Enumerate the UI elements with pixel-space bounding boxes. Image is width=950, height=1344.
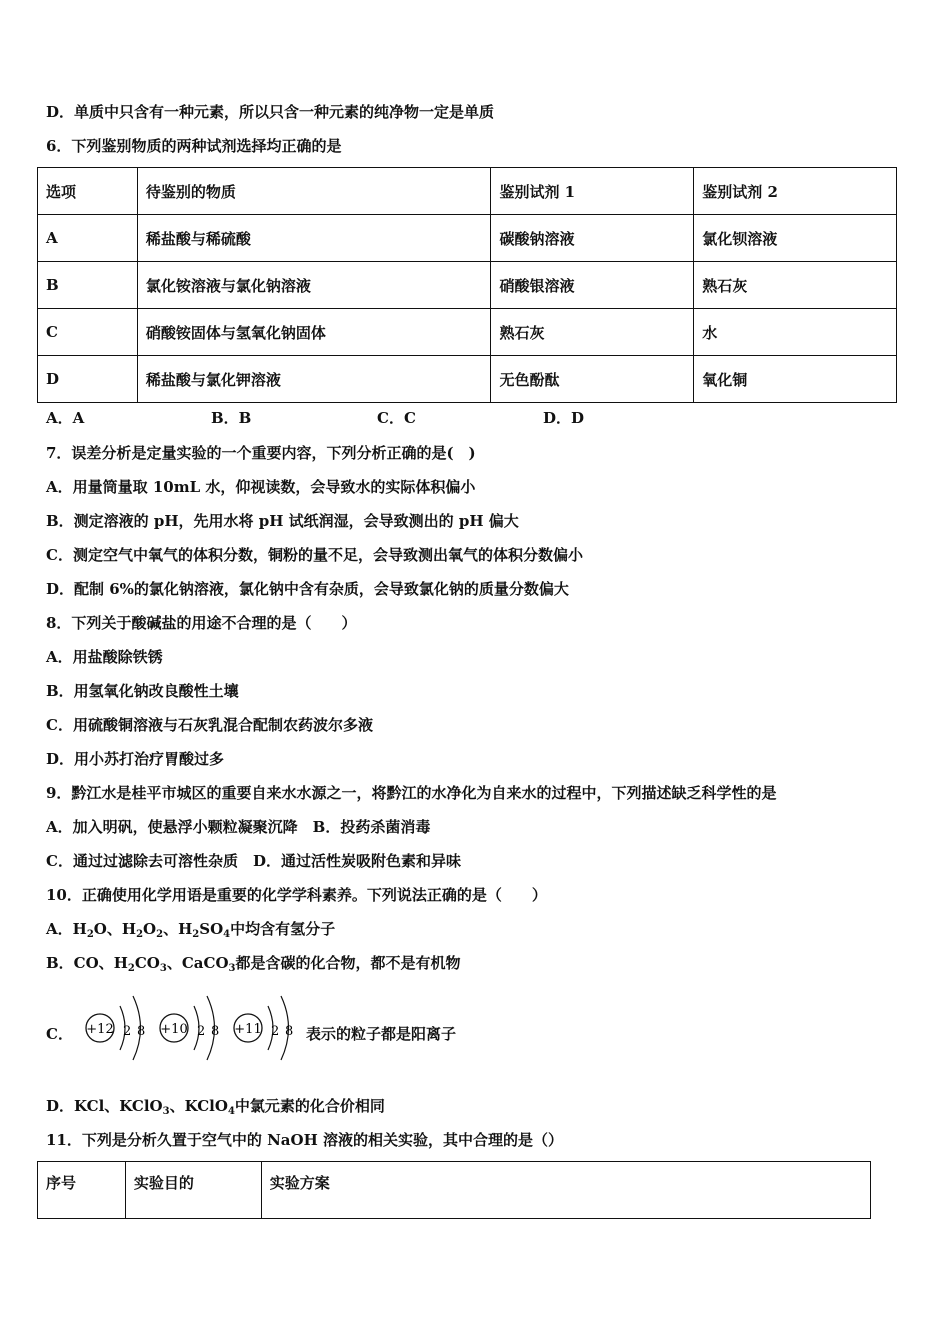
formula-kclo4: KClO$_4$ [184, 1097, 235, 1117]
q6-option-a: A．A [46, 409, 85, 427]
q8-option-a: A．用盐酸除铁锈 [46, 648, 163, 666]
table-cell: 氯化钡溶液 [694, 215, 897, 262]
table-cell: 稀盐酸与稀硫酸 [137, 215, 491, 262]
table-cell: 碳酸钠溶液 [491, 215, 694, 262]
table-cell: D [38, 356, 138, 403]
q10-option-c-text: 表示的粒子都是阳离子 [306, 1025, 457, 1043]
table-cell: 无色酚酞 [491, 356, 694, 403]
q8-stem: 8．下列关于酸碱盐的用途不合理的是（ ） [46, 614, 357, 632]
q10-option-b [46, 953, 461, 973]
atom-diagram-3 [234, 996, 293, 1060]
q6-options [46, 408, 584, 428]
nucleus-charge: +11 [234, 1022, 262, 1037]
table-cell: 硝酸铵固体与氢氧化钠固体 [137, 309, 491, 356]
option-prefix: B．CO、 [46, 954, 114, 972]
q11-table [37, 1161, 871, 1219]
table-header-row [38, 168, 897, 215]
atom-structure-diagrams [84, 992, 304, 1072]
q5-option-d: D．单质中只含有一种元素，所以只含一种元素的纯净物一定是单质 [46, 103, 495, 121]
formula-h2o2: $H_2O_2$、 [121, 920, 179, 940]
option-text: 中均含有氢分子 [230, 920, 336, 938]
q8-option-d: D．用小苏打治疗胃酸过多 [46, 750, 225, 768]
atom-diagram-1 [86, 996, 145, 1060]
q7-option-a: A．用量筒量取 10mL 水，仰视读数，会导致水的实际体积偏小 [46, 478, 476, 496]
q6-stem: 6．下列鉴别物质的两种试剂选择均正确的是 [46, 137, 342, 155]
q9-options-cd: C．通过过滤除去可溶性杂质 D．通过活性炭吸附色素和异味 [46, 852, 461, 870]
table-cell: B [38, 262, 138, 309]
table-header-row [38, 1162, 871, 1219]
q6-option-c: C．C [377, 409, 416, 427]
table-header-cell: 鉴别试剂 1 [491, 168, 694, 215]
option-text: 中氯元素的化合价相同 [234, 1097, 385, 1115]
q9-options-ab: A．加入明矾，使悬浮小颗粒凝聚沉降 B．投药杀菌消毒 [46, 818, 431, 836]
table-row [38, 309, 897, 356]
q7-stem: 7．误差分析是定量实验的一个重要内容，下列分析正确的是( ) [46, 444, 476, 462]
q10-option-a [46, 919, 335, 939]
q8-option-c: C．用硫酸铜溶液与石灰乳混合配制农药波尔多液 [46, 716, 373, 734]
q8-option-b: B．用氢氧化钠改良酸性土壤 [46, 682, 239, 700]
shell-electrons: 8 [211, 1024, 220, 1039]
q6-option-d: D．D [543, 409, 585, 427]
option-text: 都是含碳的化合物，都不是有机物 [235, 954, 461, 972]
formula-h2co3: $H_2CO_3$、 [113, 954, 182, 974]
table-header-cell: 实验方案 [261, 1162, 870, 1219]
nucleus-charge: +12 [86, 1022, 114, 1037]
shell-electrons: 2 [271, 1024, 280, 1039]
q7-option-c: C．测定空气中氧气的体积分数，铜粉的量不足，会导致测出氧气的体积分数偏小 [46, 546, 583, 564]
formula-kclo3: KClO$_3$、 [119, 1097, 185, 1117]
option-prefix: D．KCl、 [46, 1097, 120, 1115]
atom-diagram-2 [160, 996, 219, 1060]
q7-option-d: D．配制 6%的氯化钠溶液，氯化钠中含有杂质，会导致氯化钠的质量分数偏大 [46, 580, 569, 598]
table-cell: 熟石灰 [694, 262, 897, 309]
table-row [38, 215, 897, 262]
shell-electrons: 8 [285, 1024, 294, 1039]
table-cell: A [38, 215, 138, 262]
nucleus-charge: +10 [160, 1022, 188, 1037]
q10-option-d [46, 1096, 385, 1116]
q10-option-c-label: C． [46, 1025, 73, 1043]
formula-caco3: CaCO$_3$ [181, 954, 236, 974]
table-cell: 熟石灰 [491, 309, 694, 356]
table-header-cell: 序号 [38, 1162, 126, 1219]
q10-stem: 10．正确使用化学用语是重要的化学学科素养。下列说法正确的是（ ） [46, 886, 547, 904]
q6-option-b: B．B [211, 409, 252, 427]
table-header-cell: 待鉴别的物质 [137, 168, 491, 215]
formula-h2o: $H_2O$、 [72, 920, 122, 940]
table-cell: 硝酸银溶液 [491, 262, 694, 309]
table-row [38, 262, 897, 309]
table-cell: 水 [694, 309, 897, 356]
table-header-cell: 选项 [38, 168, 138, 215]
table-cell: C [38, 309, 138, 356]
table-row [38, 356, 897, 403]
shell-electrons: 8 [137, 1024, 146, 1039]
table-cell: 氧化铜 [694, 356, 897, 403]
table-cell: 稀盐酸与氯化钾溶液 [137, 356, 491, 403]
q11-stem: 11．下列是分析久置于空气中的 NaOH 溶液的相关实验，其中合理的是（） [46, 1131, 563, 1149]
q7-option-b: B．测定溶液的 pH，先用水将 pH 试纸润湿，会导致测出的 pH 偏大 [46, 512, 519, 530]
q6-table [37, 167, 897, 403]
table-cell: 氯化铵溶液与氯化钠溶液 [137, 262, 491, 309]
table-header-cell: 实验目的 [125, 1162, 261, 1219]
table-header-cell: 鉴别试剂 2 [694, 168, 897, 215]
q9-stem: 9．黔江水是桂平市城区的重要自来水水源之一，将黔江的水净化为自来水的过程中，下列描述缺乏科学性的是 [46, 784, 777, 802]
option-prefix: A． [46, 920, 73, 938]
shell-electrons: 2 [197, 1024, 206, 1039]
shell-electrons: 2 [123, 1024, 132, 1039]
formula-h2so4: $H_2SO_4$ [178, 920, 231, 940]
